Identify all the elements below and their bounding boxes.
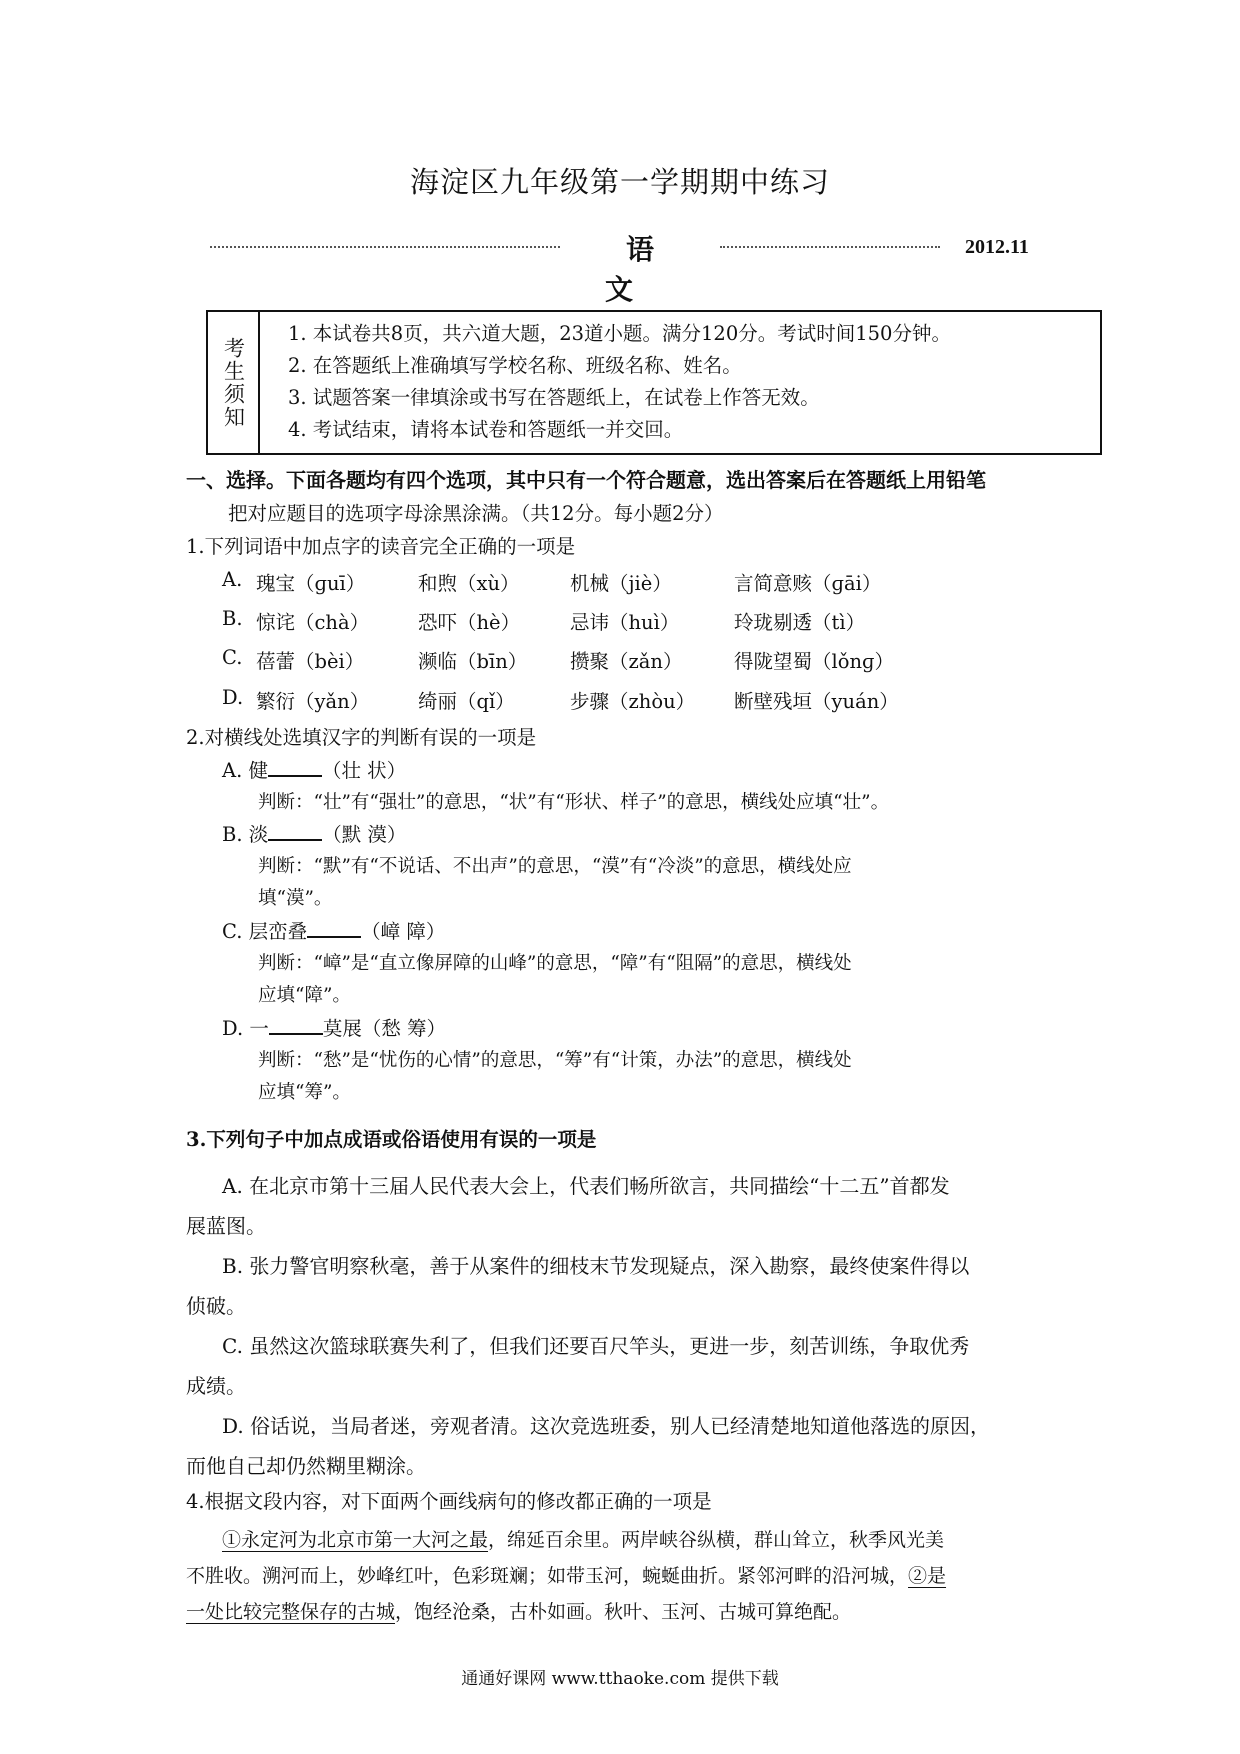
exam-date: 2012.11 [965, 236, 1029, 258]
option-word: 忌讳（huì） [570, 611, 680, 634]
notice-item: 4. 考试结束，请将本试卷和答题纸一并交回。 [288, 418, 684, 441]
dotted-rule-left [210, 246, 560, 248]
q2-c-judgement: 判断：“嶂”是“直立像屏障的山峰”的意思，“障”有“阻隔”的意思，横线处 [258, 953, 852, 974]
q2-a-judgement: 判断：“壮”有“强壮”的意思，“状”有“形状、样子”的意思，横线处应填“壮”。 [258, 792, 890, 813]
notice-item: 1. 本试卷共8页，共六道大题，23道小题。满分120分。考试时间150分钟。 [288, 322, 951, 345]
q2-stem: 2.对横线处选填汉字的判断有误的一项是 [186, 726, 537, 749]
q2-option-a [222, 757, 406, 785]
option-text: A. 健 [222, 759, 268, 782]
q1-stem: 1.下列词语中加点字的读音完全正确的一项是 [186, 535, 576, 558]
option-word: 蓓蕾（bèi） [256, 650, 365, 673]
q2-option-d [222, 1015, 446, 1043]
q2-b-judgement: 判断：“默”有“不说话、不出声”的意思，“漠”有“冷淡”的意思，横线处应 [258, 856, 852, 877]
q2-b-judgement-cont: 填“漠”。 [258, 888, 333, 909]
q2-d-judgement-cont: 应填“筹”。 [258, 1082, 351, 1103]
option-word: 恐吓（hè） [418, 611, 521, 634]
q4-passage-line1 [222, 1526, 944, 1554]
q2-d-judgement: 判断：“愁”是“忧伤的心情”的意思，“筹”有“计策，办法”的意思，横线处 [258, 1050, 852, 1071]
option-text: D. 一 [222, 1017, 269, 1040]
option-word: 瑰宝（ɡuī） [256, 572, 366, 595]
option-text: B. 淡 [222, 823, 269, 846]
q3-option-b: B. 张力警官明察秋毫，善于从案件的细枝末节发现疑点，深入勘察，最终使案件得以 [222, 1254, 970, 1278]
notice-label-text: 考生须知 [221, 336, 246, 429]
q4-passage-line2 [186, 1562, 946, 1590]
subject-row [0, 228, 1240, 306]
passage-text: 不胜收。溯河而上，妙峰红叶，色彩斑斓；如带玉河，蜿蜒曲折。紧邻河畔的沿河城， [186, 1565, 909, 1587]
q3-option-a-cont: 展蓝图。 [186, 1214, 266, 1238]
option-letter: C. [222, 646, 243, 669]
underlined-sentence-2: ②是 [908, 1565, 947, 1587]
option-letter: B. [222, 607, 243, 630]
option-word: 攒聚（zǎn） [570, 650, 683, 673]
passage-text: ，饱经沧桑，古朴如画。秋叶、玉河、古城可算绝配。 [395, 1601, 852, 1623]
q2-c-judgement-cont: 应填“障”。 [258, 985, 351, 1006]
page-title: 海淀区九年级第一学期期中练习 [409, 165, 830, 199]
option-word: 断壁残垣（yuán） [734, 690, 899, 713]
option-choices: 莫展（愁 筹） [322, 1017, 447, 1040]
page-footer: 通通好课网 www.tthaoke.com 提供下载 [461, 1669, 779, 1689]
notice-label [208, 312, 260, 453]
option-letter: A. [222, 568, 243, 591]
notice-item: 2. 在答题纸上准确填写学校名称、班级名称、姓名。 [288, 354, 742, 377]
q2-option-c [222, 918, 445, 946]
notice-item: 3. 试题答案一律填涂或书写在答题纸上，在试卷上作答无效。 [288, 386, 820, 409]
option-letter: D. [222, 686, 244, 709]
option-word: 濒临（bīn） [418, 650, 528, 673]
subject-label: 语文 [604, 233, 696, 306]
option-word: 得陇望蜀（lǒnɡ） [734, 650, 895, 673]
option-choices: （壮 状） [321, 759, 407, 782]
q4-passage-line3 [186, 1598, 851, 1626]
section1-heading: 一、选择。下面各题均有四个选项，其中只有一个符合题意，选出答案后在答题纸上用铅笔 [186, 468, 986, 492]
q3-option-d: D. 俗话说，当局者迷，旁观者清。这次竞选班委，别人已经清楚地知道他落选的原因， [222, 1414, 991, 1438]
fill-blank [268, 821, 322, 841]
option-word: 步骤（zhòu） [570, 690, 696, 713]
underlined-sentence-2-cont: 一处比较完整保存的古城 [186, 1601, 396, 1623]
q3-option-c: C. 虽然这次篮球联赛失利了，但我们还要百尺竿头，更进一步，刻苦训练，争取优秀 [222, 1334, 970, 1358]
q3-option-c-cont: 成绩。 [186, 1374, 246, 1398]
option-word: 机械（jiè） [570, 572, 672, 595]
option-choices: （嶂 障） [361, 920, 446, 943]
option-text: C. 层峦叠 [222, 920, 308, 943]
option-word: 言简意赅（ɡāi） [734, 572, 882, 595]
option-word: 和煦（xù） [418, 572, 520, 595]
q4-stem: 4.根据文段内容，对下面两个画线病句的修改都正确的一项是 [186, 1490, 712, 1513]
q3-stem: 3.下列句子中加点成语或俗语使用有误的一项是 [186, 1128, 597, 1151]
fill-blank [268, 757, 322, 777]
option-choices: （默 漠） [322, 823, 407, 846]
option-word: 玲珑剔透（tì） [734, 611, 866, 634]
q3-option-b-cont: 侦破。 [186, 1294, 246, 1318]
passage-text: ，绵延百余里。两岸峡谷纵横，群山耸立，秋季风光美 [488, 1529, 945, 1551]
option-word: 绮丽（qǐ） [418, 690, 515, 713]
notice-list [288, 318, 951, 446]
q2-option-b [222, 821, 406, 849]
candidate-notice-box [206, 310, 1102, 455]
fill-blank [269, 1015, 323, 1035]
section1-heading-cont: 把对应题目的选项字母涂黑涂满。（共12分。每小题2分） [228, 502, 724, 525]
underlined-sentence-1: ①永定河为北京市第一大河之最 [222, 1529, 489, 1551]
q3-option-d-cont: 而他自己却仍然糊里糊涂。 [186, 1454, 426, 1478]
fill-blank [307, 918, 361, 938]
q3-option-a: A. 在北京市第十三届人民代表大会上，代表们畅所欲言，共同描绘“十二五”首都发 [222, 1174, 950, 1198]
dotted-rule-right [720, 246, 940, 248]
option-word: 繁衍（yǎn） [256, 690, 370, 713]
option-word: 惊诧（chà） [256, 611, 370, 634]
